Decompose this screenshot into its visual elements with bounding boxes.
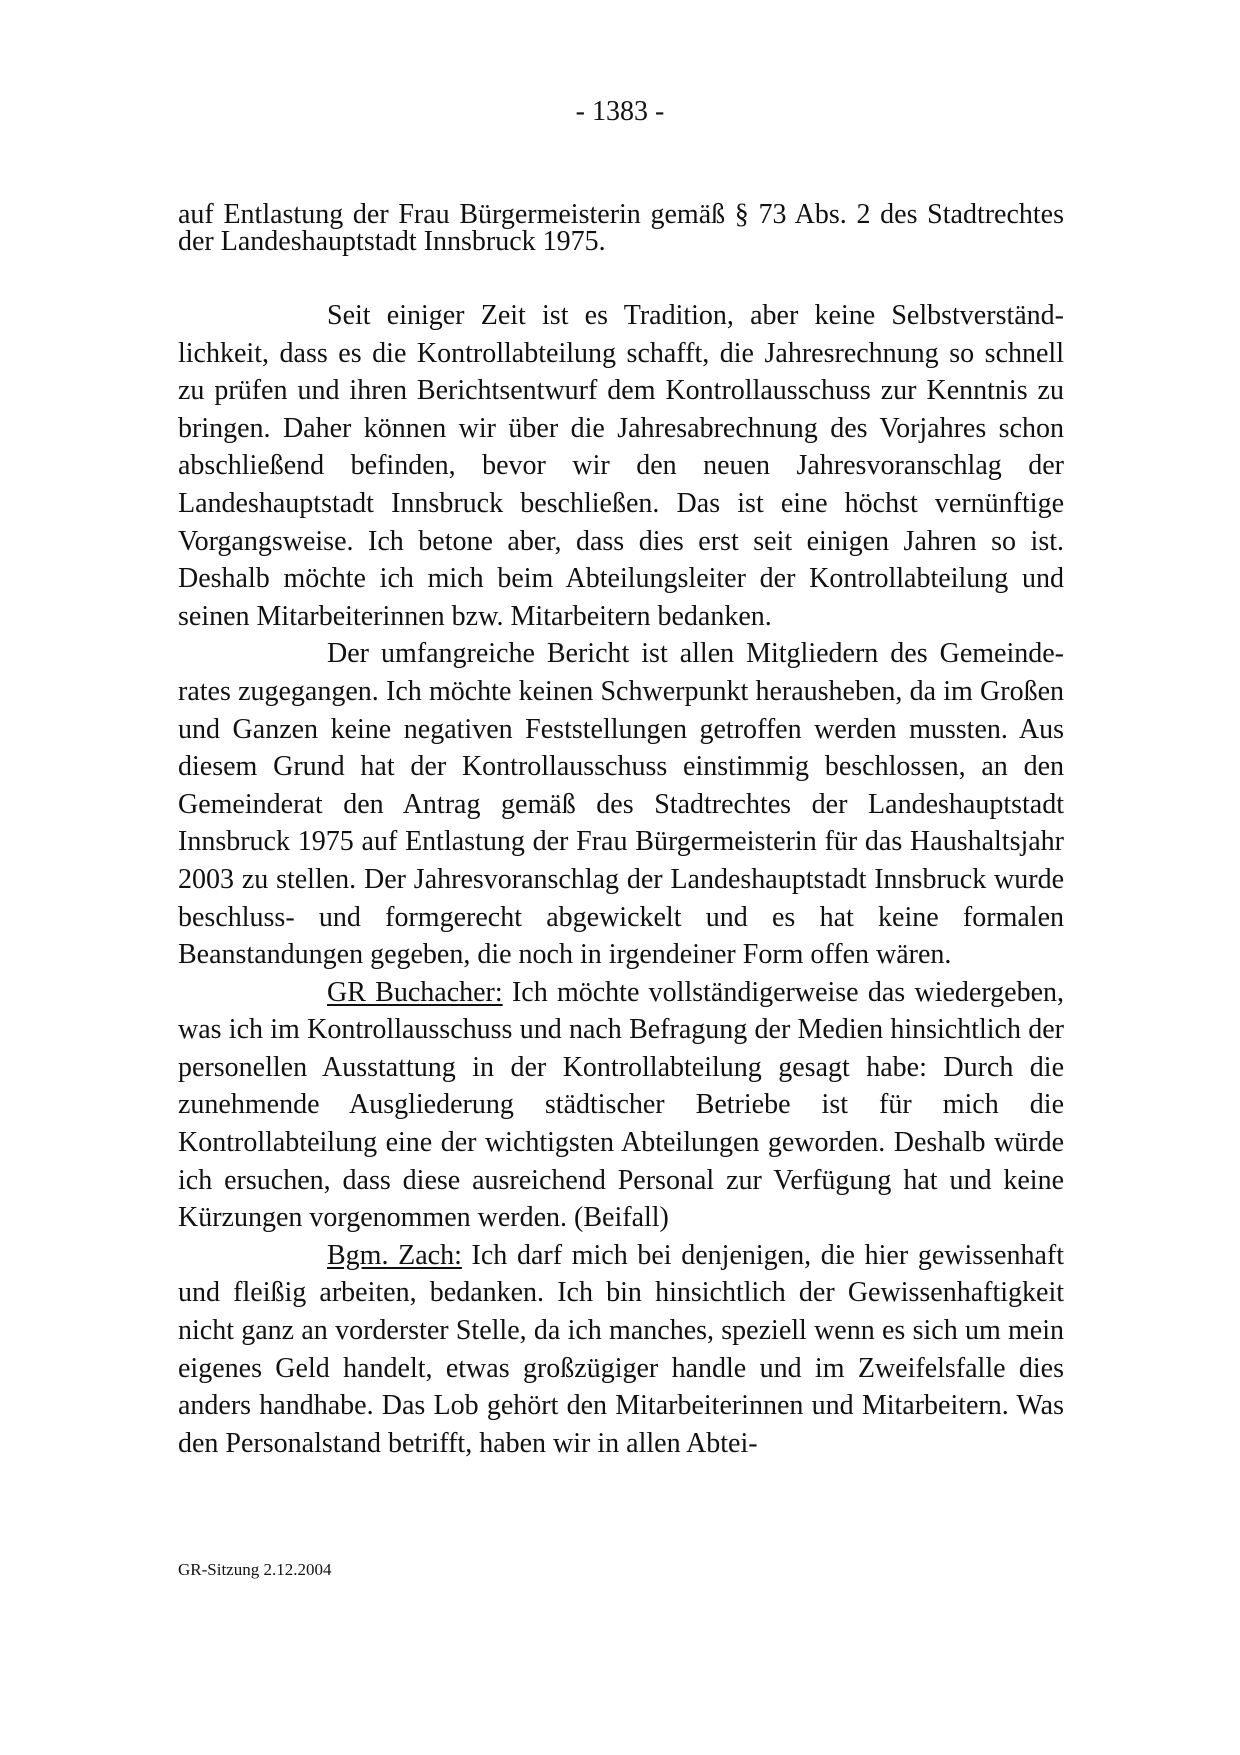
intro-paragraph: auf Entlastung der Frau Bürgermeisterin gemäß § 73 Abs. 2 des Stadtrechtes der Landeshauptstadt Innsbruck 1975. [178,199,1064,257]
main-text [178,297,1064,1462]
paragraph-buchacher [178,974,1064,1237]
paragraph-zach [178,1237,1064,1463]
page-number: - 1383 - [575,96,665,127]
paragraph-text: Ich möchte vollständigerweise das wiedergeben, was ich im Kontrollausschuss und nach Befragung der Medien hinsichtlich der personellen Ausstattung in der Kontrollabteilung gesagt habe: Durch die zunehmende Ausgliederung städtischer Betriebe ist für mich die Kontrollabteilung eine der wichtigsten Abteilungen geworden. Deshalb würde ich ersuchen, dass diese ausreichend Personal zur Verfügung hat und keine Kürzungen vorgenommen werden. (Beifall) [178,976,1065,1234]
speaker-name: Bgm. Zach: [327,1239,462,1271]
paragraph-text: Seit einiger Zeit ist es Tradition, aber keine Selbstverständlichkeit, dass es die Kontrollabteilung schafft, die Jahresrechnung so schnell zu prüfen und ihren Berichtsentwurf dem Kontrollausschuss zur Kenntnis zu bringen. Daher können wir über die Jahresabrechnung des Vorjahres schon abschließend befinden, bevor wir den neuen Jahresvoranschlag der Landeshauptstadt Innsbruck beschließen. Das ist eine höchst vernünftige Vorgangsweise. Ich betone aber, dass dies erst seit einigen Jahren so ist. Deshalb möchte ich mich beim Abteilungsleiter der Kontrollabteilung und seinen Mitarbeiterinnen bzw. Mitarbeitern bedanken. [178,300,1064,632]
speaker-name: GR Buchacher: [327,976,503,1008]
paragraph-tradition [178,297,1064,635]
paragraph-text: Ich darf mich bei denjenigen, die hier gewissenhaft und fleißig arbeiten, bedanken. Ich bin hinsichtlich der Gewissenhaftigkeit nicht ganz an vorderster Stelle, da ich manches, speziell wenn es sich um mein eigenes Geld handelt, etwas großzügiger handle und im Zweifelsfalle dies anders handhabe. Das Lob gehört den Mitarbeiterinnen und Mitarbeitern. Was den Personalstand betrifft, haben wir in allen Abtei- [178,1239,1065,1459]
paragraph-report [178,635,1064,973]
paragraph-text: Der umfangreiche Bericht ist allen Mitgliedern des Gemeinderates zugegangen. Ich möchte keinen Schwerpunkt herausheben, da im Großen und Ganzen keine negativen Feststellungen getroffen werden mussten. Aus diesem Grund hat der Kontrollausschuss einstimmig beschlossen, an den Gemeinderat den Antrag gemäß des Stadtrechtes der Landeshauptstadt Innsbruck 1975 auf Entlastung der Frau Bürgermeisterin für das Haushaltsjahr 2003 zu stellen. Der Jahresvoranschlag der Landeshauptstadt Innsbruck wurde beschluss- und formgerecht abgewickelt und es hat keine formalen Beanstandungen gegeben, die noch in irgendeiner Form offen wären. [178,638,1064,971]
footer-session-date: GR-Sitzung 2.12.2004 [178,1560,332,1579]
